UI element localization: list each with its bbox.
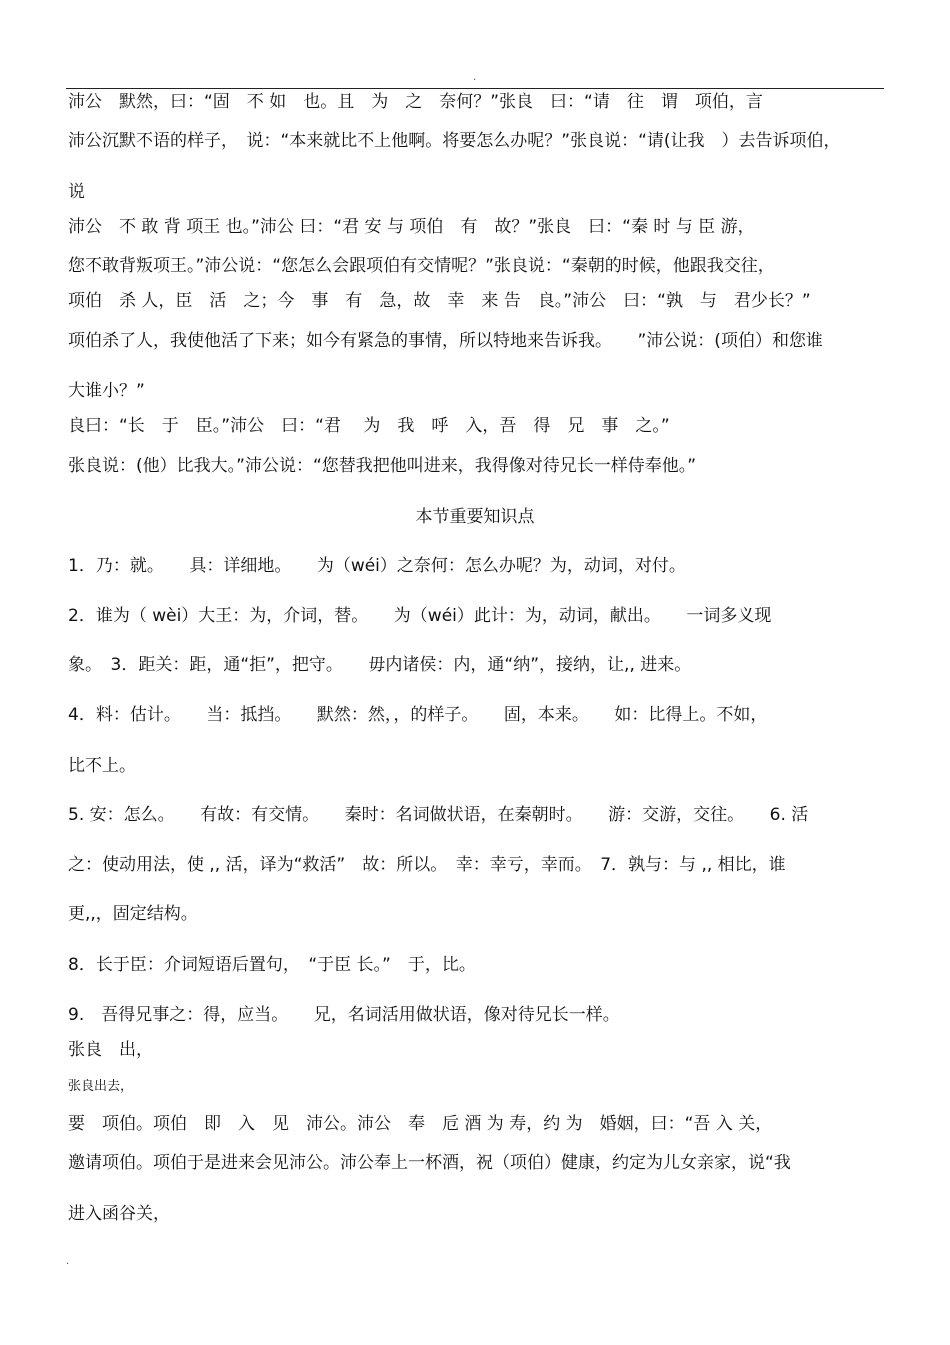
note-line: 比不上。 [68,756,136,776]
text-line: 要 项伯。项伯 即 入 见 沛公。沛公 奉 卮 酒 为 寿，约 为 婚姻，曰：“吾 入 关， [68,1114,773,1134]
text-line: 沛公 不 敢 背 项王 也。”沛公 曰：“君 安 与 项伯 有 故？”张良 曰：“秦 时 与 臣 游， [68,217,755,237]
text-line: 良曰：“长 于 臣。”沛公 曰：“君 为 我 呼 入，吾 得 兄 事 之。” [68,416,670,436]
text-line: 项伯杀了人，我使他活了下来；如今有紧急的事情，所以特地来告诉我。 ”沛公说：(项伯）和您谁 [68,331,823,351]
header-rule [66,88,884,89]
note-line: 更,,，固定结构。 [68,904,198,924]
footer-dot: . [66,1256,70,1267]
text-line: 进入函谷关， [68,1204,170,1224]
text-line: 沛公沉默不语的样子， 说：“本来就比不上他啊。将要怎么办呢？”张良说：“请(让我 ）去告诉项伯， [68,131,841,151]
header-dot: . [473,72,477,83]
text-line: 大谁小？” [68,381,145,401]
text-line: 张良出去， [68,1079,134,1094]
note-line: 2．谁为（ wèi）大王：为，介词，替。 为（wéi）此计：为，动词，献出。 一词多义现 [68,606,772,626]
section-heading: 本节重要知识点 [415,507,535,527]
text-line: 您不敢背叛项王。”沛公说：“您怎么会跟项伯有交情呢？”张良说：“秦朝的时候，他跟我交往， [68,256,775,276]
text-line: 说 [68,182,85,202]
note-line: 1．乃：就。 具：详细地。 为（wéi）之奈何：怎么办呢？为，动词，对付。 [68,556,686,576]
note-line: 8．长于臣：介词短语后置句， “于臣 长。” 于，比。 [68,955,476,975]
text-line: 邀请项伯。项伯于是进来会见沛公。沛公奉上一杯酒，祝（项伯）健康，约定为儿女亲家，说“我 [68,1153,791,1173]
note-line: 9. 吾得兄事之：得，应当。 兄，名词活用做状语，像对待兄长一样。 [68,1005,620,1025]
note-line: 之：使动用法，使 ,, 活，译为“救活” 故：所以。 幸：幸亏，幸而。 7．孰与：与 ,, 相比，谁 [68,855,786,875]
note-line: 象。 3．距关：距，通“拒”，把守。 毋内诸侯：内，通“纳”，接纳，让,, 进来。 [68,655,692,675]
text-line: 沛公 默然，曰：“固 不 如 也。且 为 之 奈何？”张良 曰：“请 往 谓 项伯，言 [68,92,763,112]
text-line: 张良 出， [68,1040,153,1060]
text-line: 项伯 杀 人，臣 活 之；今 事 有 急，故 幸 来 告 良。”沛公 曰：“孰 与 君少长？” [68,291,811,311]
note-line: 4．料：估计。 当：抵挡。 默然：然，，的样子。 固，本来。 如：比得上。不如， [68,705,768,725]
text-line: 张良说：(他）比我大。”沛公说：“您替我把他叫进来，我得像对待兄长一样侍奉他。” [68,456,697,476]
note-line: 5. 安：怎么。 有故：有交情。 秦时：名词做状语，在秦朝时。 游：交游，交往。 6. 活 [68,805,809,825]
